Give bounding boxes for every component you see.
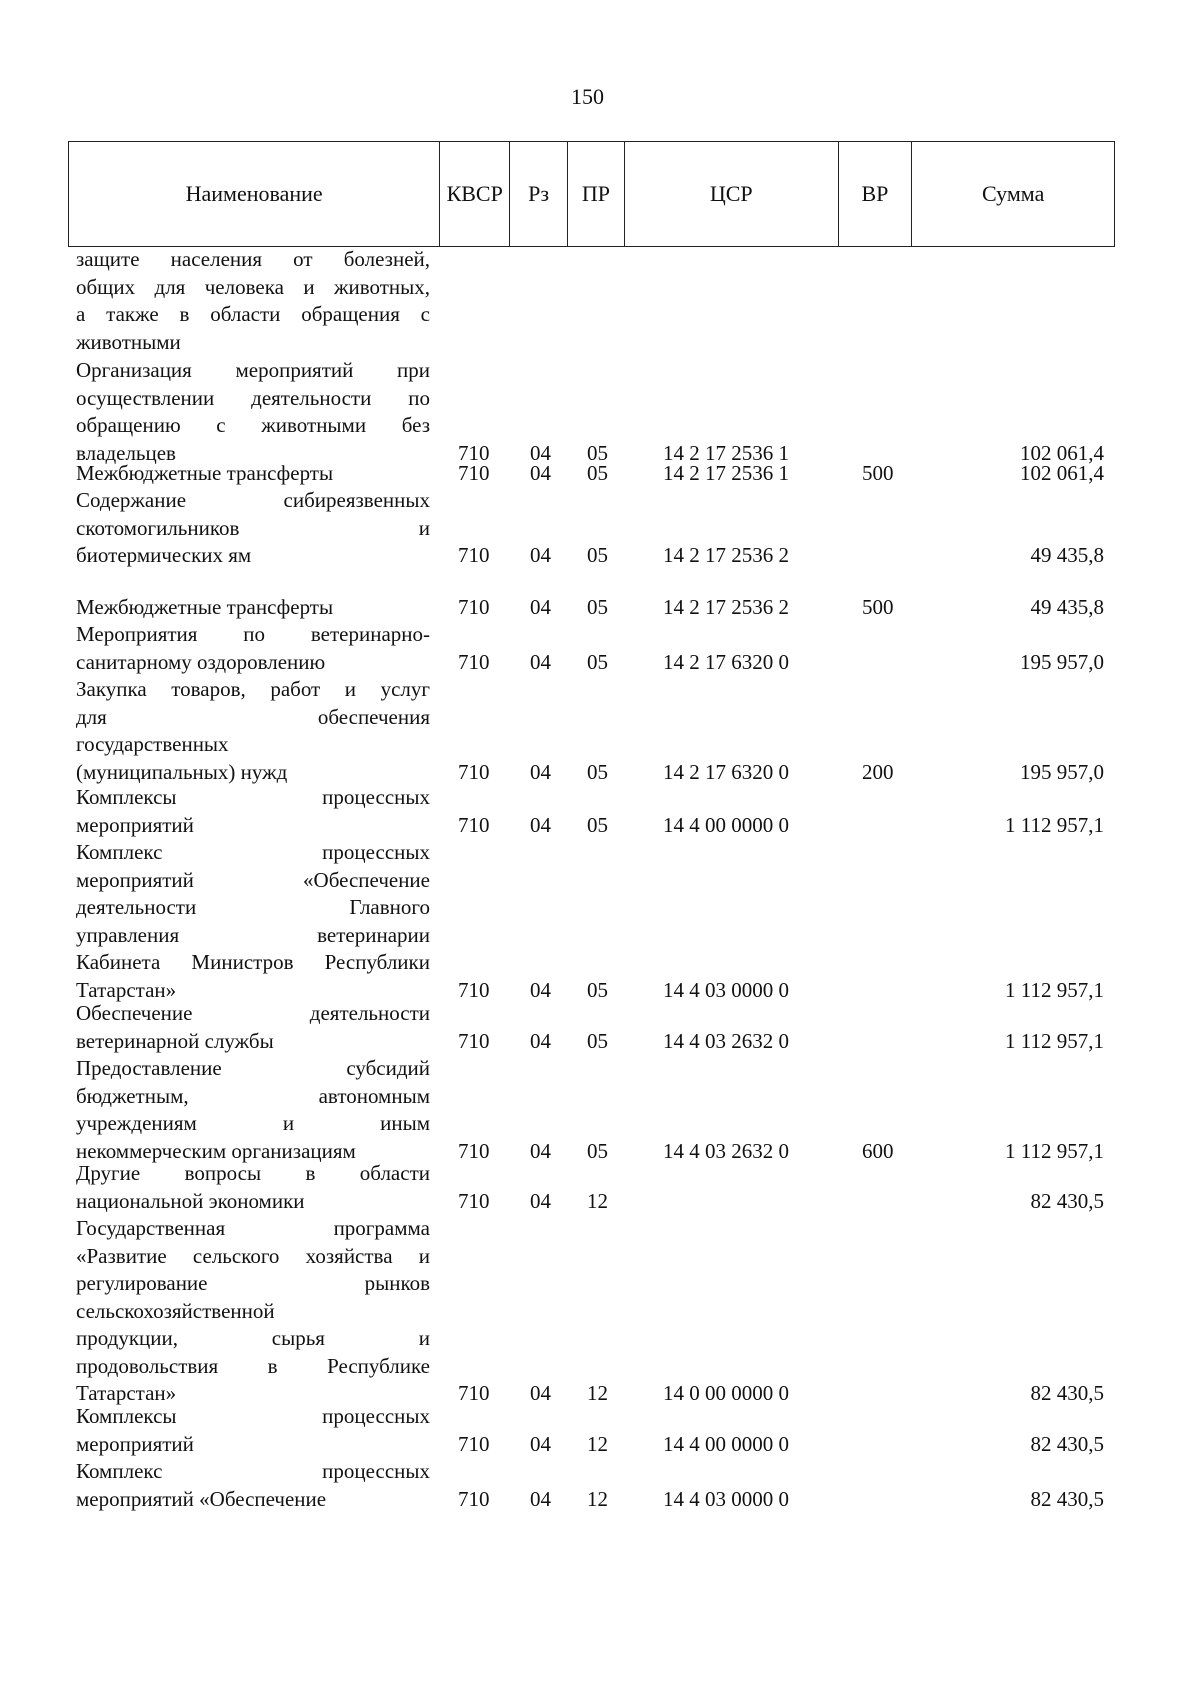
row-name-line: санитарному оздоровлению xyxy=(76,649,326,674)
cell-rz: 04 xyxy=(530,1188,551,1213)
row-name-line: сельскохозяйственной xyxy=(76,1298,275,1323)
cell-vr: 200 xyxy=(862,759,894,784)
row-name-line: животными xyxy=(76,329,181,354)
cell-pr: 12 xyxy=(587,1188,608,1213)
table-row xyxy=(0,246,1200,356)
cell-vr: 500 xyxy=(862,595,894,619)
cell-csr: 14 2 17 2536 1 xyxy=(663,440,789,465)
row-name-line: общих для человека и животных, xyxy=(76,274,430,299)
row-name xyxy=(76,1000,430,1055)
row-name-line: Обеспечение деятельности xyxy=(76,1001,430,1025)
cell-rz: 04 xyxy=(530,977,551,1002)
row-name-line: защите населения от болезней, xyxy=(76,247,430,271)
row-name-line: национальной экономики xyxy=(76,1188,305,1213)
row-name-line: Другие вопросы в области xyxy=(76,1161,430,1185)
row-name xyxy=(76,594,430,622)
row-name-line: продовольствия в Республике xyxy=(76,1353,430,1378)
row-name-line: а также в области обращения с xyxy=(76,302,430,326)
cell-rz: 04 xyxy=(530,1431,551,1456)
row-name-line: мероприятий xyxy=(76,812,194,837)
cell-rz: 04 xyxy=(530,1028,551,1053)
table-row xyxy=(0,1403,1200,1458)
cell-kvsr: 710 xyxy=(458,1138,490,1163)
row-name-line: Межбюджетные трансферты xyxy=(76,461,334,485)
cell-rz: 04 xyxy=(530,1138,551,1163)
cell-sum: 82 430,5 xyxy=(1030,1188,1104,1213)
cell-pr: 12 xyxy=(587,1381,608,1405)
row-name-line: «Развитие сельского хозяйства и xyxy=(76,1243,430,1268)
cell-rz: 04 xyxy=(530,649,551,674)
cell-sum: 1 112 957,1 xyxy=(1005,1028,1104,1053)
row-name-line: Татарстан» xyxy=(76,977,177,1002)
header-vr: ВР xyxy=(839,142,913,246)
table-header xyxy=(68,141,1115,247)
row-name-line: учреждениям и иным xyxy=(76,1111,430,1135)
table-row xyxy=(0,1000,1200,1055)
cell-sum: 1 112 957,1 xyxy=(1005,1138,1104,1163)
row-name-line: регулирование рынков xyxy=(76,1271,430,1295)
cell-pr: 05 xyxy=(587,977,608,1002)
cell-sum: 195 957,0 xyxy=(1020,649,1104,674)
cell-kvsr: 710 xyxy=(458,1431,490,1456)
cell-kvsr: 710 xyxy=(458,759,490,784)
table-row xyxy=(0,594,1200,622)
row-name xyxy=(76,1403,430,1458)
cell-sum: 102 061,4 xyxy=(1020,461,1104,485)
row-name xyxy=(76,784,430,839)
row-name xyxy=(76,357,430,467)
cell-kvsr: 710 xyxy=(458,1486,490,1511)
cell-pr: 12 xyxy=(587,1486,608,1511)
header-csr: ЦСР xyxy=(625,142,839,246)
row-name-line: Комплекс процессных xyxy=(76,1459,430,1483)
row-name-line: Закупка товаров, работ и услуг xyxy=(76,677,430,701)
row-name-line: мероприятий xyxy=(76,1431,194,1456)
header-rz: Рз xyxy=(510,142,568,246)
cell-kvsr: 710 xyxy=(458,595,490,619)
row-name-line: Содержание сибиреязвенных xyxy=(76,488,430,512)
cell-csr: 14 0 00 0000 0 xyxy=(663,1381,789,1405)
row-name-line: управления ветеринарии xyxy=(76,922,430,947)
row-name-line: продукции, сырья и xyxy=(76,1326,430,1350)
table-row xyxy=(0,676,1200,786)
cell-pr: 05 xyxy=(587,1138,608,1163)
table-row xyxy=(0,784,1200,839)
row-name-line: для обеспечения xyxy=(76,704,430,729)
table-row xyxy=(0,1055,1200,1165)
cell-csr: 14 4 03 2632 0 xyxy=(663,1138,789,1163)
row-name-line: мероприятий «Обеспечение xyxy=(76,867,430,892)
row-name-line: Татарстан» xyxy=(76,1381,177,1405)
cell-pr: 05 xyxy=(587,759,608,784)
row-name-line: Комплексы процессных xyxy=(76,785,430,809)
cell-kvsr: 710 xyxy=(458,1381,490,1405)
cell-kvsr: 710 xyxy=(458,812,490,837)
row-name-line: скотомогильников и xyxy=(76,515,430,540)
row-name xyxy=(76,246,430,356)
cell-csr: 14 4 00 0000 0 xyxy=(663,812,789,837)
cell-rz: 04 xyxy=(530,595,551,619)
cell-csr: 14 2 17 6320 0 xyxy=(663,759,789,784)
row-name-line: Комплекс процессных xyxy=(76,840,430,864)
cell-sum: 82 430,5 xyxy=(1030,1431,1104,1456)
cell-csr: 14 2 17 2536 1 xyxy=(663,461,789,485)
header-sum: Сумма xyxy=(982,181,1045,206)
row-name-line: владельцев xyxy=(76,440,176,465)
page-number: 150 xyxy=(571,84,604,109)
header-kvsr: КВСР xyxy=(440,142,510,246)
cell-csr: 14 4 03 2632 0 xyxy=(663,1028,789,1053)
header-name: Наименование xyxy=(69,142,440,246)
cell-pr: 05 xyxy=(587,543,608,567)
row-name-line: Комплексы процессных xyxy=(76,1404,430,1428)
cell-kvsr: 710 xyxy=(458,440,490,465)
row-name xyxy=(76,460,430,488)
row-name-line: государственных xyxy=(76,732,229,756)
table-row xyxy=(0,1160,1200,1215)
row-name xyxy=(76,487,430,570)
row-name-line: Предоставление субсидий xyxy=(76,1056,430,1080)
row-name-line: бюджетным, автономным xyxy=(76,1083,430,1108)
cell-rz: 04 xyxy=(530,543,551,567)
cell-kvsr: 710 xyxy=(458,1028,490,1053)
cell-csr: 14 4 00 0000 0 xyxy=(663,1431,789,1456)
row-name-line: (муниципальных) нужд xyxy=(76,759,288,784)
row-name xyxy=(76,1215,430,1408)
row-name xyxy=(76,676,430,786)
cell-kvsr: 710 xyxy=(458,543,490,567)
row-name xyxy=(76,1055,430,1165)
cell-kvsr: 710 xyxy=(458,649,490,674)
row-name-line: Межбюджетные трансферты xyxy=(76,595,334,619)
cell-pr: 05 xyxy=(587,461,608,485)
table-row xyxy=(0,1215,1200,1408)
row-name xyxy=(76,621,430,676)
row-name-line: некоммерческим организациям xyxy=(76,1138,356,1163)
cell-pr: 05 xyxy=(587,812,608,837)
cell-sum: 102 061,4 xyxy=(1020,440,1104,465)
cell-rz: 04 xyxy=(530,1381,551,1405)
cell-kvsr: 710 xyxy=(458,1188,490,1213)
cell-sum: 195 957,0 xyxy=(1020,759,1104,784)
table-row xyxy=(0,839,1200,1004)
row-name-line: ветеринарной службы xyxy=(76,1028,274,1053)
row-name-line: мероприятий «Обеспечение xyxy=(76,1486,327,1511)
table-row xyxy=(0,357,1200,467)
cell-rz: 04 xyxy=(530,461,551,485)
table-row xyxy=(0,460,1200,488)
cell-pr: 12 xyxy=(587,1431,608,1456)
row-name-line: осуществлении деятельности по xyxy=(76,385,430,410)
row-name-line: Государственная программа xyxy=(76,1216,430,1240)
row-name xyxy=(76,1458,430,1513)
cell-sum: 82 430,5 xyxy=(1030,1381,1104,1405)
cell-rz: 04 xyxy=(530,1486,551,1511)
table-row xyxy=(0,1458,1200,1513)
row-name-line: Мероприятия по ветеринарно- xyxy=(76,622,430,646)
row-name xyxy=(76,839,430,1004)
cell-sum: 82 430,5 xyxy=(1030,1486,1104,1511)
cell-csr: 14 4 03 0000 0 xyxy=(663,1486,789,1511)
table-row xyxy=(0,487,1200,570)
cell-sum: 49 435,8 xyxy=(1030,543,1104,567)
cell-sum: 49 435,8 xyxy=(1030,595,1104,619)
cell-vr: 600 xyxy=(862,1138,894,1163)
row-name-line: деятельности Главного xyxy=(76,895,430,919)
row-name xyxy=(76,1160,430,1215)
cell-rz: 04 xyxy=(530,759,551,784)
row-name-line: Кабинета Министров Республики xyxy=(76,950,430,974)
cell-pr: 05 xyxy=(587,440,608,465)
row-name-line: Организация мероприятий при xyxy=(76,358,430,382)
row-name-line: биотермических ям xyxy=(76,543,252,567)
cell-pr: 05 xyxy=(587,1028,608,1053)
cell-csr: 14 2 17 2536 2 xyxy=(663,595,789,619)
cell-csr: 14 2 17 6320 0 xyxy=(663,649,789,674)
header-pr: ПР xyxy=(568,142,625,246)
cell-csr: 14 4 03 0000 0 xyxy=(663,977,789,1002)
cell-rz: 04 xyxy=(530,440,551,465)
cell-sum: 1 112 957,1 xyxy=(1005,977,1104,1002)
cell-vr: 500 xyxy=(862,461,894,485)
cell-csr: 14 2 17 2536 2 xyxy=(663,543,789,567)
cell-kvsr: 710 xyxy=(458,461,490,485)
table-row xyxy=(0,621,1200,676)
cell-sum: 1 112 957,1 xyxy=(1005,812,1104,837)
row-name-line: обращению с животными без xyxy=(76,413,430,437)
cell-kvsr: 710 xyxy=(458,977,490,1002)
cell-pr: 05 xyxy=(587,649,608,674)
cell-pr: 05 xyxy=(587,595,608,619)
cell-rz: 04 xyxy=(530,812,551,837)
